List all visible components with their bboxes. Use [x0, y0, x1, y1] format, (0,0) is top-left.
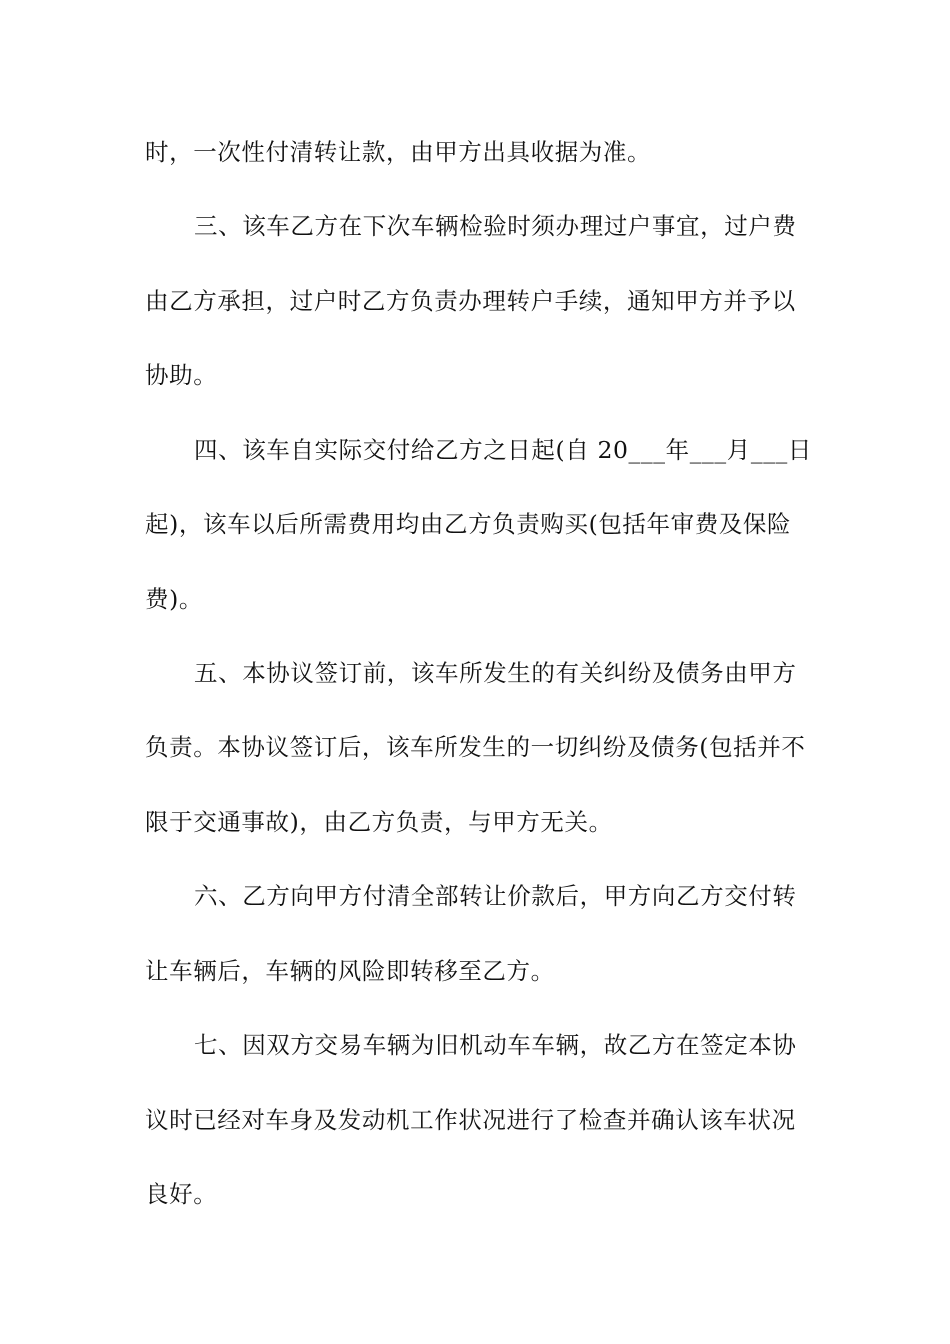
text-line: 良好。	[145, 1180, 218, 1208]
text-line: 费)。	[145, 585, 203, 613]
text-line: 时，一次性付清转让款，由甲方出具收据为准。	[145, 138, 652, 166]
text-line: 由乙方承担，过户时乙方负责办理转户手续，通知甲方并予以	[145, 287, 796, 315]
text-line: 四、该车自实际交付给乙方之日起(自 20___年___月___日	[194, 436, 812, 464]
text-line: 协助。	[145, 361, 218, 389]
text-line: 起)，该车以后所需费用均由乙方负责购买(包括年审费及保险	[145, 510, 792, 538]
text-line: 负责。本协议签订后，该车所发生的一切纠纷及债务(包括并不	[145, 733, 806, 761]
text-line: 七、因双方交易车辆为旧机动车车辆，故乙方在签定本协	[194, 1031, 797, 1059]
text-line: 限于交通事故)，由乙方负责，与甲方无关。	[145, 808, 613, 836]
text-line: 议时已经对车身及发动机工作状况进行了检查并确认该车状况	[145, 1106, 796, 1134]
text-line: 让车辆后，车辆的风险即转移至乙方。	[145, 957, 555, 985]
text-line: 三、该车乙方在下次车辆检验时须办理过户事宜，过户费	[194, 212, 797, 240]
text-line: 六、乙方向甲方付清全部转让价款后，甲方向乙方交付转	[194, 882, 797, 910]
text-line: 五、本协议签订前，该车所发生的有关纠纷及债务由甲方	[194, 659, 797, 687]
